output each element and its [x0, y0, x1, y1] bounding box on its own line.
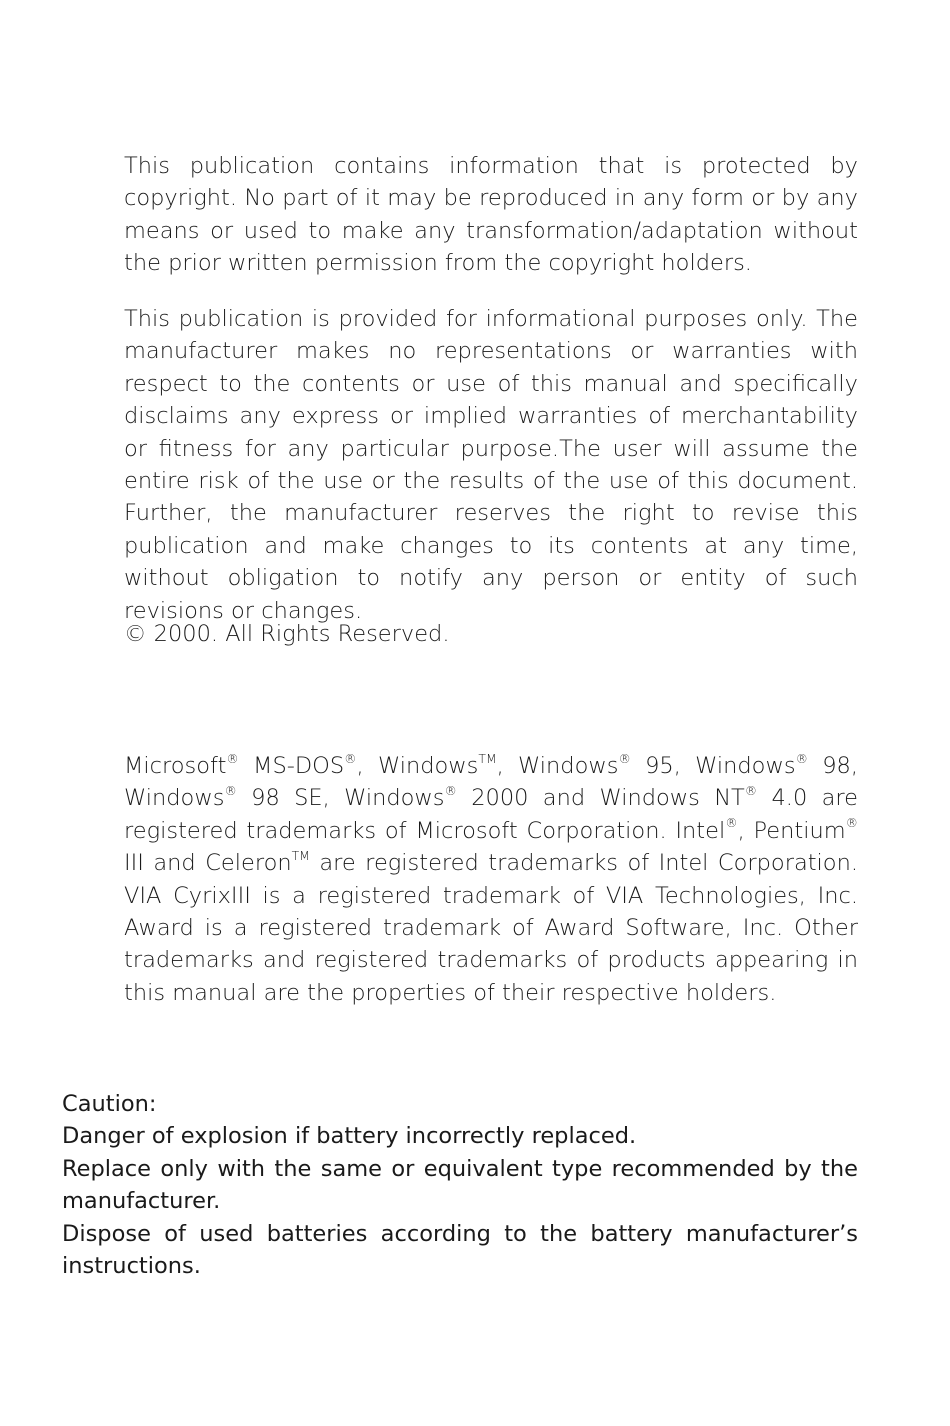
trademarks-paragraph — [124, 750, 858, 1009]
registered-mark: ® — [344, 751, 357, 766]
caution-heading: Caution: — [62, 1091, 157, 1117]
trademark-text: 4.0 are registered trademarks of Microsoft Corporation. Intel — [124, 785, 858, 844]
trademark-mark: TM — [478, 751, 497, 766]
trademark-text: III and Celeron — [124, 850, 292, 877]
trademark-text: 98 SE, Windows — [236, 785, 445, 812]
caution-line-replace: Replace only with the same or equivalent type recommended by the manufacturer. — [62, 1155, 858, 1215]
trademark-text: , Windows — [496, 753, 619, 779]
trademark-text: are registered trademarks of Intel Corporation. VIA CyrixIII is a registered trademark of VIA Technologies, Inc. Award is a registered trademark of Award Software, Inc. Other trademarks and registered trademarks of products appearing in this manual are the properties of their respective holders. — [124, 850, 858, 1006]
trademark-text: 98, Windows — [124, 753, 858, 812]
trademark-text: , Windows — [356, 753, 479, 779]
all-rights-reserved-line: © 2000. All Rights Reserved. — [124, 621, 450, 647]
registered-mark: ® — [744, 784, 758, 799]
registered-mark: ® — [795, 751, 808, 766]
trademark-mark: TM — [291, 848, 310, 863]
caution-section — [62, 1088, 858, 1282]
trademark-text: 95, Windows — [630, 753, 796, 779]
disclaimer-paragraph: This publication is provided for informational purposes only. The manufacturer makes no representations or warranties with respect to the contents or use of this manual and specifically disclaims any express or implied warranties of merchantability or fitness for any particular purpose.The user will assume the entire risk of the use or the results of the use of this document. Further, the manufacturer reserves the right to revise this publication and make changes to its contents at any time, without obligation to notify any person or entity of such revisions or changes. — [124, 306, 858, 624]
registered-mark: ® — [618, 751, 631, 766]
trademark-text: 2000 and Windows NT — [456, 785, 745, 812]
registered-mark: ® — [845, 816, 858, 831]
trademark-text: MS-DOS — [238, 753, 345, 779]
copyright-notice-paragraph: This publication contains information that is protected by copyright. No part of it may be reproduced in any form or by any means or used to make any transformation/adaptation without the prior written permission from the copyright holders. — [124, 153, 858, 277]
registered-mark: ® — [224, 784, 237, 799]
registered-mark: ® — [226, 751, 239, 766]
trademark-text: Microsoft — [124, 753, 227, 779]
registered-mark: ® — [725, 816, 738, 831]
trademark-text: , Pentium — [737, 817, 846, 844]
caution-line-explosion: Danger of explosion if battery incorrectly replaced. — [62, 1123, 637, 1150]
caution-line-dispose: Dispose of used batteries according to the battery manufacturer’s instructions. — [62, 1220, 858, 1280]
registered-mark: ® — [444, 784, 457, 799]
